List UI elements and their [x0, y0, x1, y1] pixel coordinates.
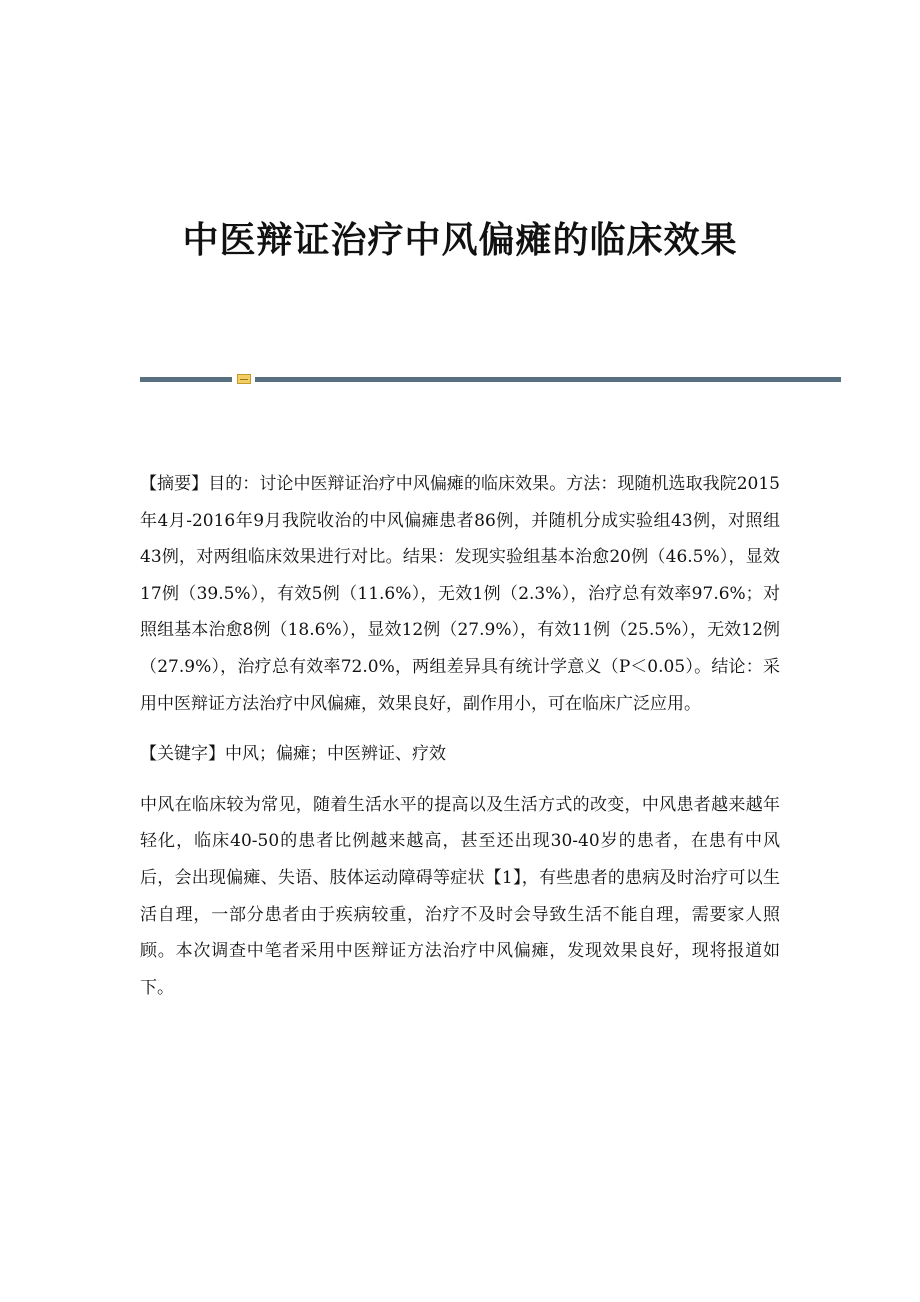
keywords-paragraph: 【关键字】中风；偏瘫；中医辨证、疗效: [140, 744, 446, 765]
divider-bar-right: [255, 377, 841, 382]
page-title: 中医辩证治疗中风偏瘫的临床效果: [182, 219, 738, 261]
envelope-icon: [237, 374, 251, 384]
divider-bar-left: [140, 377, 232, 382]
article-body: [140, 466, 780, 1006]
abstract-paragraph: 【摘要】目的：讨论中医辩证治疗中风偏瘫的临床效果。方法：现随机选取我院2015年4月-2016年9月我院收治的中风偏瘫患者86例，并随机分成实验组43例，对照组43例，对两组临床效果进行对比。结果：发现实验组基本治愈20例（46.5%），显效17例（39.5%），有效5例（11.6%），无效1例（2.3%），治疗总有效率97.6%；对照组基本治愈8例（18.6%），显效12例（27.9%），有效11例（25.5%），无效12例（27.9%），治疗总有效率72.0%，两组差异具有统计学意义（P＜0.05）。结论：采用中医辩证方法治疗中风偏瘫，效果良好，副作用小，可在临床广泛应用。: [140, 474, 780, 714]
title-divider: [140, 374, 841, 384]
intro-paragraph: 中风在临床较为常见，随着生活水平的提高以及生活方式的改变，中风患者越来越年轻化，临床40-50的患者比例越来越高，甚至还出现30-40岁的患者，在患有中风后，会出现偏瘫、失语、肢体运动障碍等症状【1】，有些患者的患病及时治疗可以生活自理，一部分患者由于疾病较重，治疗不及时会导致生活不能自理，需要家人照顾。本次调查中笔者采用中医辩证方法治疗中风偏瘫，发现效果良好，现将报道如下。: [140, 794, 780, 998]
